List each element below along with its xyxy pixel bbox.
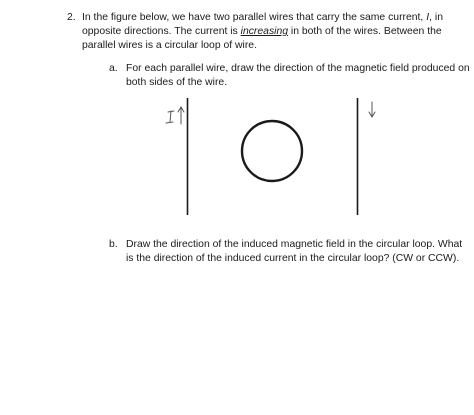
part-a-text: For each parallel wire, draw the direction of the magnetic field produced on both sides of the wire. [126, 63, 470, 89]
question-text-part1: In the figure below, we have two parallel wires that carry the same current, [82, 12, 427, 23]
up-arrow-icon [178, 107, 184, 124]
question-text [82, 11, 472, 54]
current-symbol: I [426, 12, 430, 23]
emphasis-word: increasing [240, 26, 289, 38]
part-a-letter: a. [109, 63, 118, 74]
question-text-part2: , in opposite directions. The current is [82, 12, 443, 38]
question-text-part3: in both of the wires. Between the parallel wires is a circular loop of wire. [82, 26, 442, 52]
left-wire-current-label [166, 111, 174, 123]
circular-loop [242, 121, 302, 181]
part-b-letter: b. [109, 239, 118, 250]
part-b-text: Draw the direction of the induced magnetic field in the circular loop. What is the direction of the induced current in the circular loop? (CW or CCW). [126, 239, 463, 265]
question-number: 2. [67, 12, 76, 23]
down-arrow-icon [369, 102, 375, 117]
